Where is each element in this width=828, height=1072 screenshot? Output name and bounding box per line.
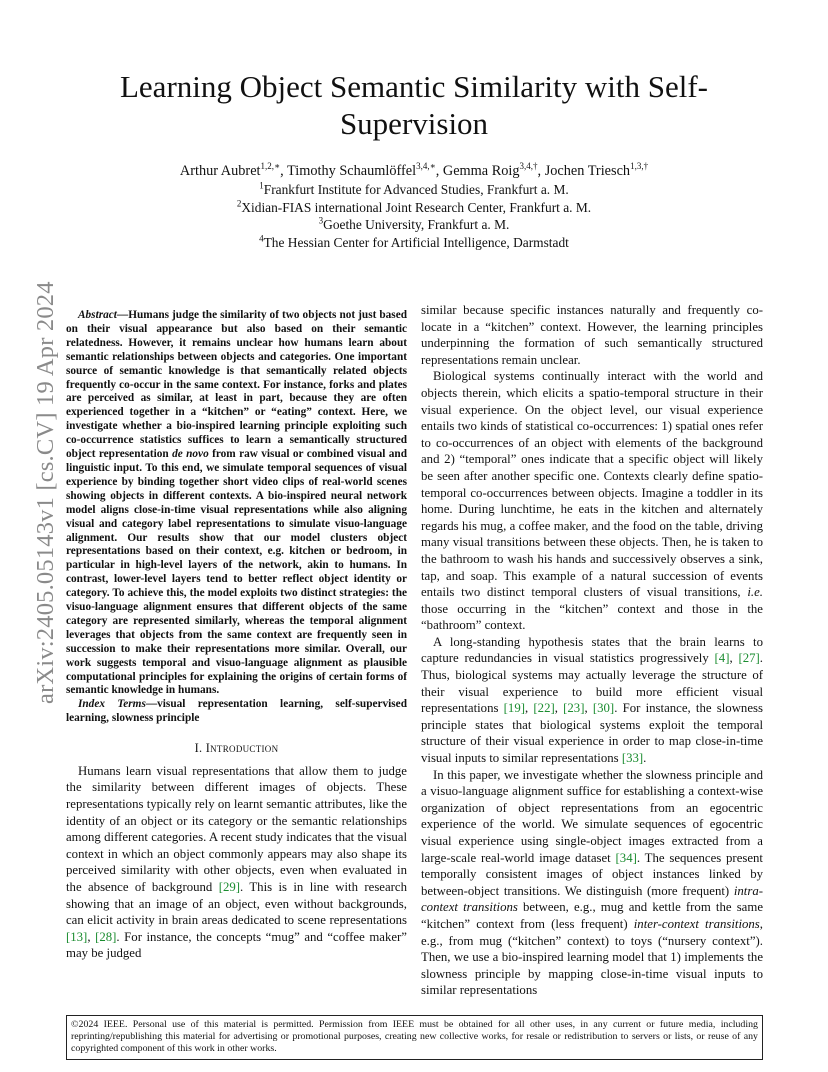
abstract-text-continued: from raw visual or combined visual and linguistic input. To this end, we simulate temporal sequences of visual experience by binding together short video clips of real-world scenes showing objects in different contexts. A bio-inspired neural network model aligns close-in-time visual representations while also aligning visual and category label representations to simulate visuo-language alignment. Our results show that our model clusters object representations based on their context, e.g. kitchen or bedroom, in particular in high-level layers of the network, akin to humans. In contrast, lower-level layers tend to better reflect object identity or category. To achieve this, the model exploits two distinct strategies: the visuo-language alignment ensures that different objects of the same category are represented similarly, whereas the temporal alignment leverages that objects from the same context are frequently seen in succession to make their representations more similar. Overall, our work suggests temporal and visuo-language alignment as plausible computational principles for explaining the origins of certain forms of semantic knowledge in humans. xyxy=(66,448,407,697)
abstract-text: —Humans judge the similarity of two objects not just based on their visual appearance but also based on their semantic relatedness. However, it remains unclear how humans learn about semantic relationships between objects and categories. One important source of semantic knowledge is that semantically related objects frequently co-occur in the same context. For instance, forks and plates are perceived as similar, at least in part, because they are often experienced together in a “kitchen” or “eating” context. Here, we investigate whether a bio-inspired learning principle exploiting such co-occurrence statistics suffices to learn a semantically structured object representation xyxy=(66,309,407,461)
author-block xyxy=(40,162,788,251)
affiliation-text: Xidian-FIAS international Joint Research Center, Frankfurt a. M. xyxy=(241,199,592,215)
body-paragraph xyxy=(421,368,763,634)
citation-link[interactable]: [23] xyxy=(563,701,585,716)
author-affiliation-marks: 3,4,∗ xyxy=(416,161,436,172)
citation-link[interactable]: [27] xyxy=(738,651,760,666)
emphasis-text: intra-context transitions xyxy=(421,883,763,915)
body-text: between, e.g., mug and kettle from the same “kitchen” context from (less frequent) xyxy=(421,900,763,931)
affiliation xyxy=(40,234,788,252)
affiliation xyxy=(40,216,788,234)
affiliation-text: Goethe University, Frankfurt a. M. xyxy=(323,217,510,233)
abstract xyxy=(66,309,407,698)
body-paragraph xyxy=(421,767,763,999)
author-name: Gemma Roig xyxy=(442,163,520,179)
body-text: , xyxy=(584,701,593,716)
citation-link[interactable]: [13] xyxy=(66,929,88,944)
section-title: Introduction xyxy=(205,741,279,756)
author-affiliation-marks: 1,3,† xyxy=(630,161,649,172)
body-text: Humans learn visual representations that allow them to judge the similarity between different images of objects. These representations typically rely on learnt semantic attributes, like the identity of an object or its category or the semantic relationships among different categories. A recent study indicates that the visual context in which an object commonly appears may also shape its perceived similarity with other objects, even when evaluated in the absence of background xyxy=(66,763,407,894)
affiliation-mark: 2 xyxy=(236,198,242,209)
body-text: Biological systems continually interact with the world and objects therein, which elicits a spatio-temporal structure in their visual experience. On the object level, our visual experience entails two kinds of statistical co-occurrences: 1) spatial ones refer to co-occurrences of an object with elements of the background and 2) “temporal” ones indicate that a specific object will likely be seen after another specific one. Contexts clearly define spatio-temporal co-occurrences between objects. Imagine a toddler in its home. During lunchtime, he eats in the kitchen and alternately regards his mug, a coffee maker, and the food on the table, driving many visual transitions between these objects. Then, he is taken to the bathroom to wash his hands and successively observes a sink, tap, and soap. This example of a natural succession of events entails two distinct temporal clusters of visual transitions, xyxy=(421,369,763,600)
citation-link[interactable]: [22] xyxy=(533,701,555,716)
body-text: , e.g., from mug (“kitchen” context) to toys (“nursery context”). Then, we use a bio-inspired learning model that 1) implements the slowness principle by mapping close-in-time visual inputs to similar representations xyxy=(421,916,763,998)
author-list: Arthur Aubret$^{1,2,∗}$, Timothy Schaumlöffel$^{3,4,∗}$, Gemma Roig$^{3,4,\dagger}$, Jochen Triesch$^{1,3,\dagger}$ xyxy=(179,161,649,179)
citation-link[interactable]: [28] xyxy=(95,929,117,944)
abstract-label: Abstract xyxy=(78,309,117,321)
author-name: Jochen Triesch xyxy=(544,163,631,179)
body-text: In this paper, we investigate whether the slowness principle and a visuo-language alignment suffice for establishing a context-wise organization of object representations from an egocentric experience of the world. We simulate sequences of egocentric visual experience using single-object images extracted from a large-scale real-world image dataset xyxy=(421,767,763,865)
author-name: Arthur Aubret xyxy=(179,163,261,179)
body-text: . For instance, the concepts “mug” and “coffee maker” may be judged xyxy=(66,929,407,961)
arxiv-identifier: arXiv:2405.05143v1 [cs.CV] 19 Apr 2024 xyxy=(32,281,59,704)
body-text: similar because specific instances naturally and frequently co-locate in a “kitchen” context. However, the learning principles underpinning the formation of such semantically structured representations remain unclear. xyxy=(421,303,763,367)
affiliation xyxy=(40,181,788,199)
affiliation-mark: 4 xyxy=(259,233,264,244)
affiliation-text: The Hessian Center for Artificial Intelligence, Darmstadt xyxy=(263,234,569,250)
copyright-notice: ©2024 IEEE. Personal use of this material is permitted. Permission from IEEE must be obtained for all other uses, in any current or future media, including reprinting/republishing this material for advertising or promotional purposes, creating new collective works, for resale or redistribution to servers or lists, or reuse of any copyrighted component of this work in other works. xyxy=(66,1015,763,1060)
body-text: . xyxy=(643,751,647,766)
citation-link[interactable]: [33] xyxy=(621,751,644,766)
body-text: . For instance, the slowness principle states that biological systems exploit the temporal structure of their visual experience in order to map close-in-time visual inputs to similar representations xyxy=(421,701,763,766)
citation-link[interactable]: [34] xyxy=(615,850,637,865)
affiliation-mark: 1 xyxy=(259,180,264,191)
citation-link[interactable]: [30] xyxy=(592,701,615,716)
body-text: , xyxy=(525,701,534,716)
author-affiliation-marks: 1,2,∗ xyxy=(260,161,281,172)
body-paragraph xyxy=(421,634,763,767)
emphasis-text: i.e. xyxy=(747,585,763,600)
affiliation-text: Frankfurt Institute for Advanced Studies, Frankfurt a. M. xyxy=(263,182,569,197)
body-text: A long-standing hypothesis states that the brain learns to capture redundancies in visual statistics progressively xyxy=(421,634,763,666)
body-text: those occurring in the “kitchen” context and those in the “bathroom” context. xyxy=(421,601,763,633)
body-text: , xyxy=(554,701,564,716)
left-column xyxy=(66,302,407,962)
body-text: . The sequences present temporally consistent images of object instances linked by between-object transitions. We distinguish (more frequent) xyxy=(421,850,763,898)
body-text: , xyxy=(729,651,739,666)
citation-link[interactable]: [19] xyxy=(503,701,525,716)
body-paragraph xyxy=(421,302,763,368)
body-text: , xyxy=(87,929,96,944)
intro-paragraph xyxy=(66,763,407,962)
emphasis-text: inter-context transitions xyxy=(633,916,760,931)
body-text: . This is in line with research showing that an image of an object, even without backgrounds, can elicit activity in brain areas dedicated to scene representations xyxy=(66,879,408,928)
body-text: . Thus, biological systems may actually leverage the structure of their visual experience to build more efficient visual representations xyxy=(421,651,763,716)
section-number: I. xyxy=(194,741,203,756)
author-name: Timothy Schaumlöffel xyxy=(287,163,417,179)
right-column xyxy=(421,302,763,999)
author-affiliation-marks: 3,4,† xyxy=(519,161,538,172)
index-terms-label: Index Terms xyxy=(78,698,146,711)
citation-link[interactable]: [29] xyxy=(218,879,241,894)
affiliation xyxy=(40,199,788,217)
index-terms-text: —visual representation learning, self-supervised learning, slowness principle xyxy=(66,698,407,725)
index-terms xyxy=(66,698,407,726)
abstract-italic: de novo xyxy=(172,448,209,461)
citation-link[interactable]: [4] xyxy=(714,651,730,666)
section-heading xyxy=(66,740,407,757)
affiliation-mark: 3 xyxy=(318,215,324,226)
paper-title: Learning Object Semantic Similarity with Self-Supervision xyxy=(119,69,708,141)
